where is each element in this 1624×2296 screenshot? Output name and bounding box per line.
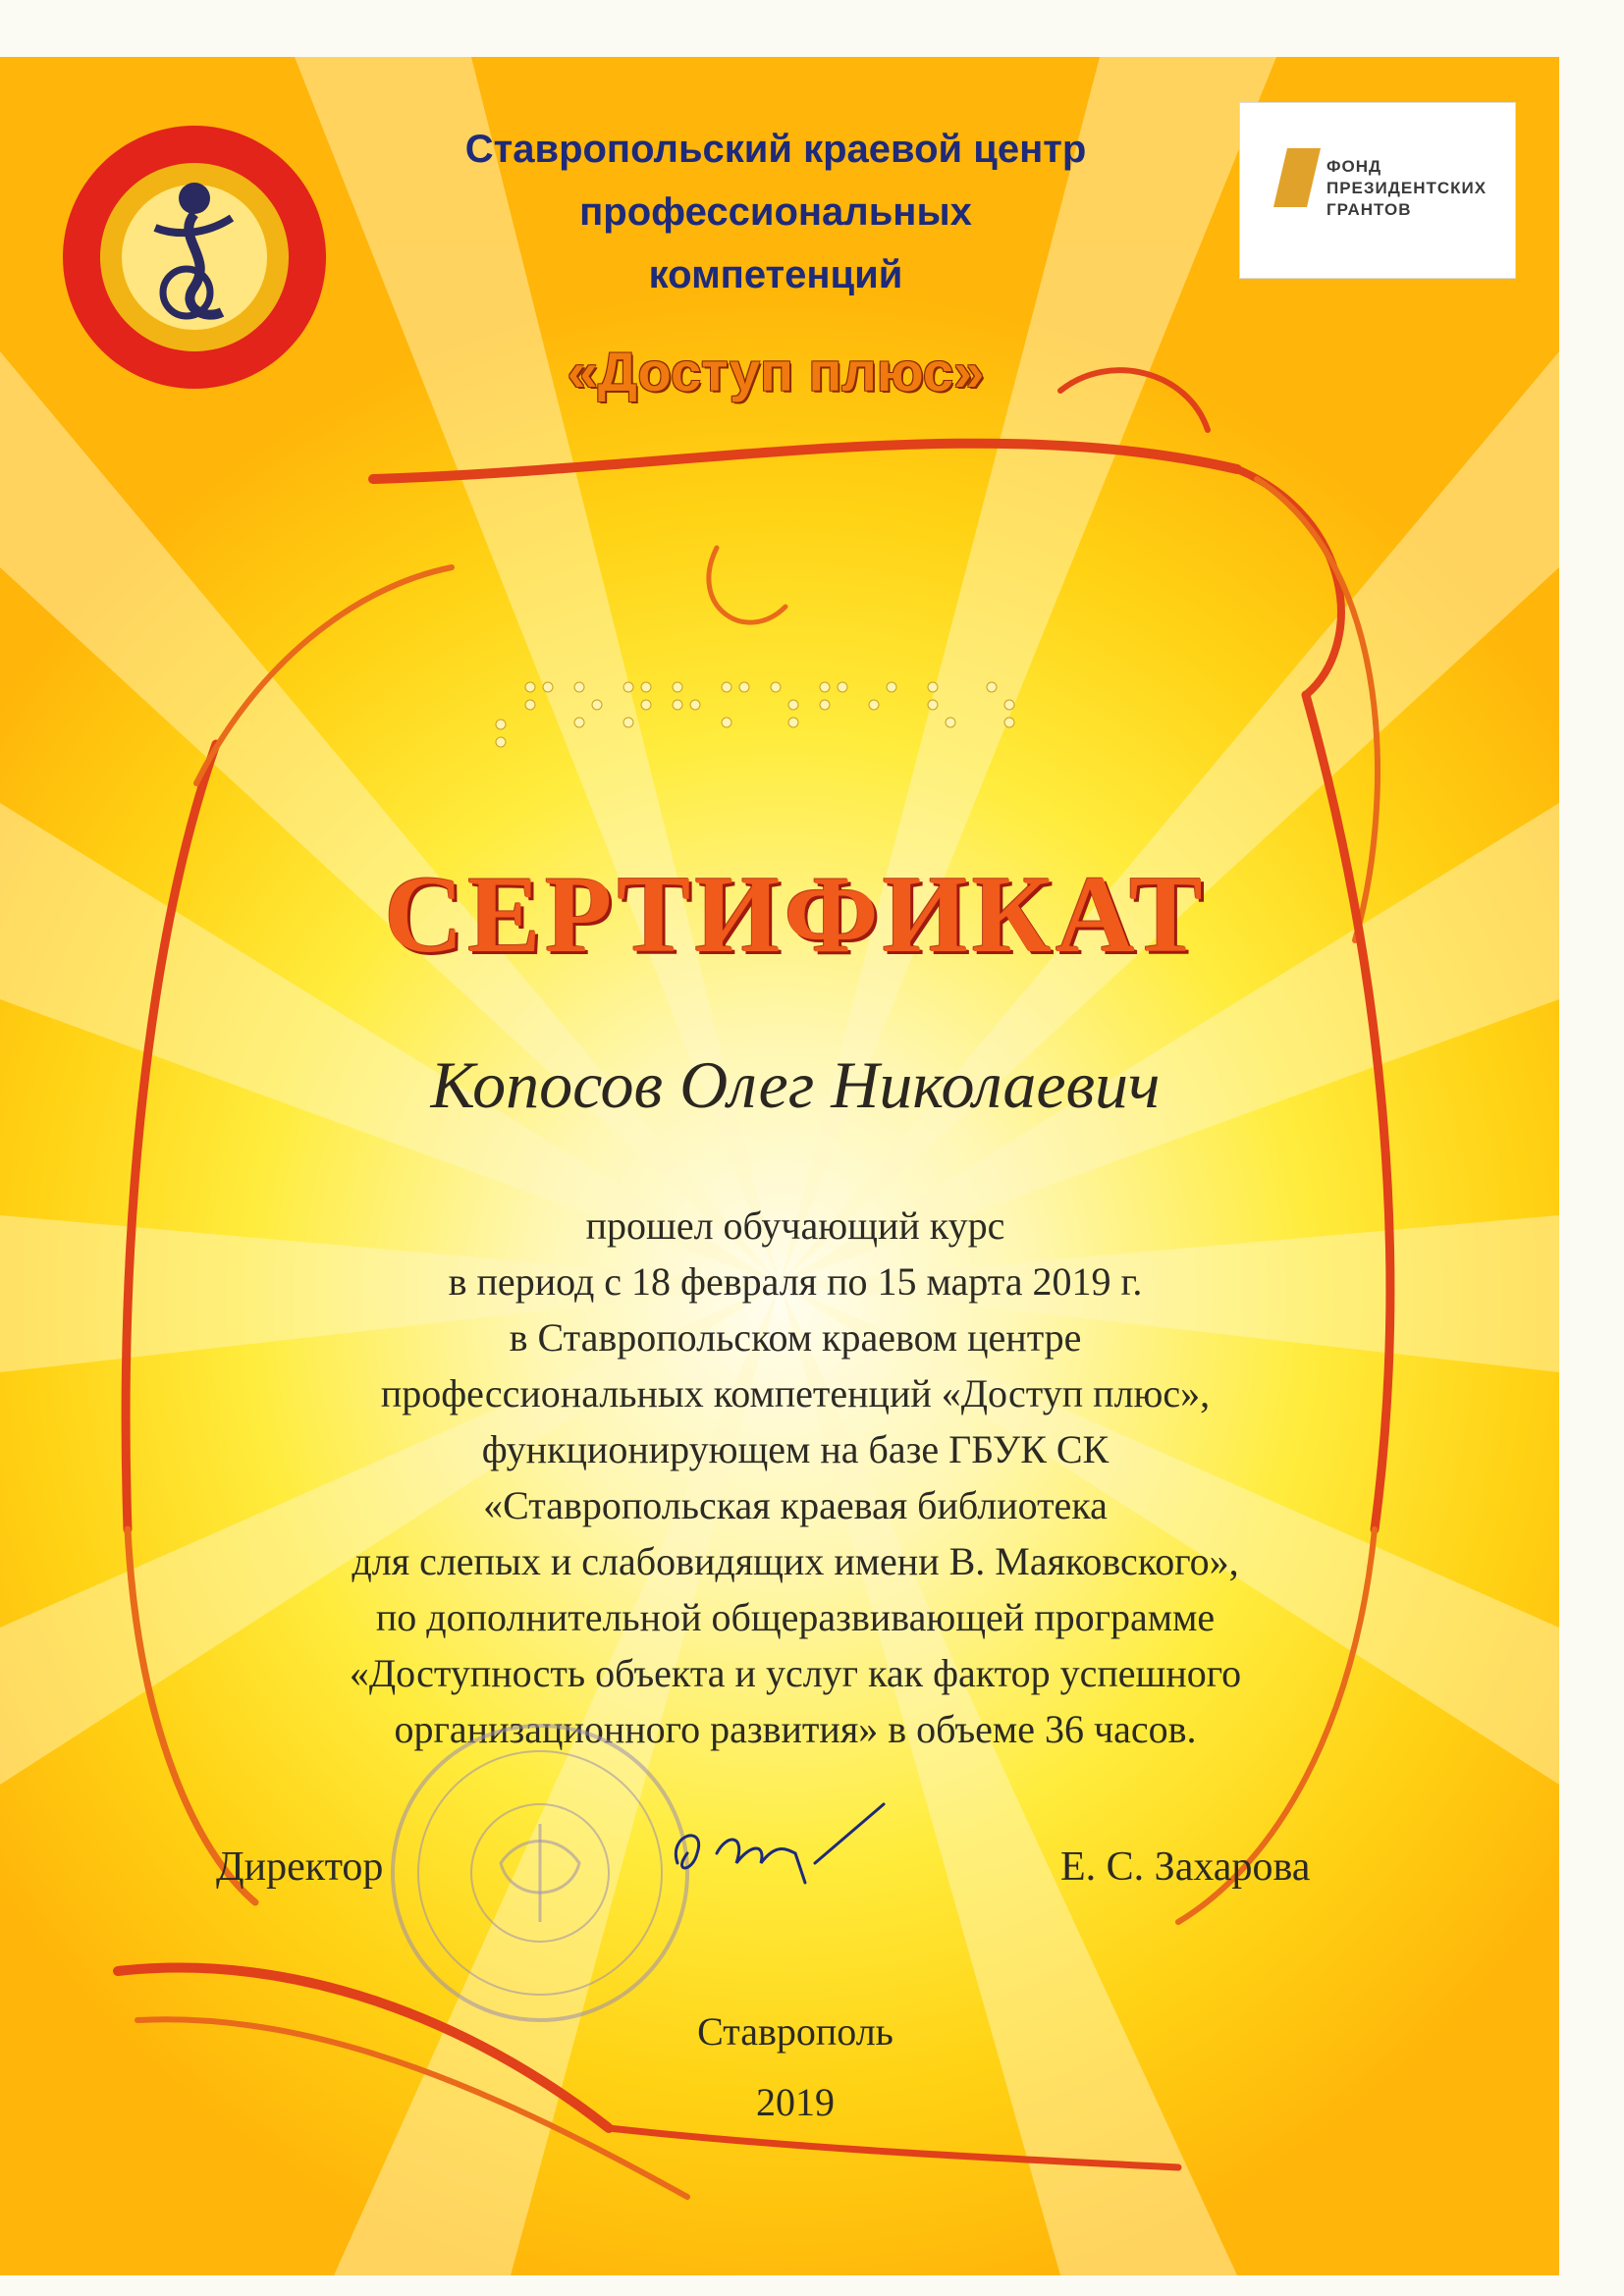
official-seal-icon xyxy=(383,1716,697,2030)
presidential-grants-fund-logo xyxy=(1239,102,1516,279)
body-line: для слепых и слабовидящих имени В. Маяковского», xyxy=(352,1539,1239,1583)
body-line: в период с 18 февраля по 15 марта 2019 г. xyxy=(448,1259,1143,1304)
body-line: организационного развития» в объеме 36 часов. xyxy=(394,1707,1197,1751)
center-name: «Доступ плюс» xyxy=(567,341,985,402)
signatory-name: Е. С. Захарова xyxy=(1060,1844,1311,1890)
body-line: прошел обучающий курс xyxy=(585,1203,1005,1248)
organization-name: Ставропольский краевой центр профессиональных компетенций xyxy=(464,128,1087,296)
director-signature xyxy=(658,1794,893,1902)
body-line: профессиональных компетенций «Доступ плюс», xyxy=(380,1371,1211,1415)
body-line: функционирующем на базе ГБУК СК xyxy=(481,1427,1110,1471)
body-line: «Доступность объекта и услуг как фактор успешного xyxy=(349,1651,1242,1695)
braille-dots xyxy=(491,666,1041,754)
signatory-role: Директор xyxy=(216,1844,384,1890)
fund-name: ФОНД ПРЕЗИДЕНТСКИХ ГРАНТОВ xyxy=(1326,157,1488,219)
issue-city: Ставрополь xyxy=(697,2009,893,2054)
issue-year: 2019 xyxy=(756,2080,835,2124)
body-line: «Ставропольская краевая библиотека xyxy=(483,1483,1108,1527)
certificate-body xyxy=(196,1198,1394,1757)
center-logo-icon xyxy=(57,120,332,395)
presidential-grants-fund-icon xyxy=(1273,148,1321,207)
certificate-sheet xyxy=(0,57,1559,2275)
recipient-name: Копосов Олег Николаевич xyxy=(430,1047,1161,1122)
certificate-title: СЕРТИФИКАТ xyxy=(384,854,1207,976)
body-line: в Ставропольском краевом центре xyxy=(509,1315,1082,1360)
body-line: по дополнительной общеразвивающей программе xyxy=(375,1595,1216,1639)
